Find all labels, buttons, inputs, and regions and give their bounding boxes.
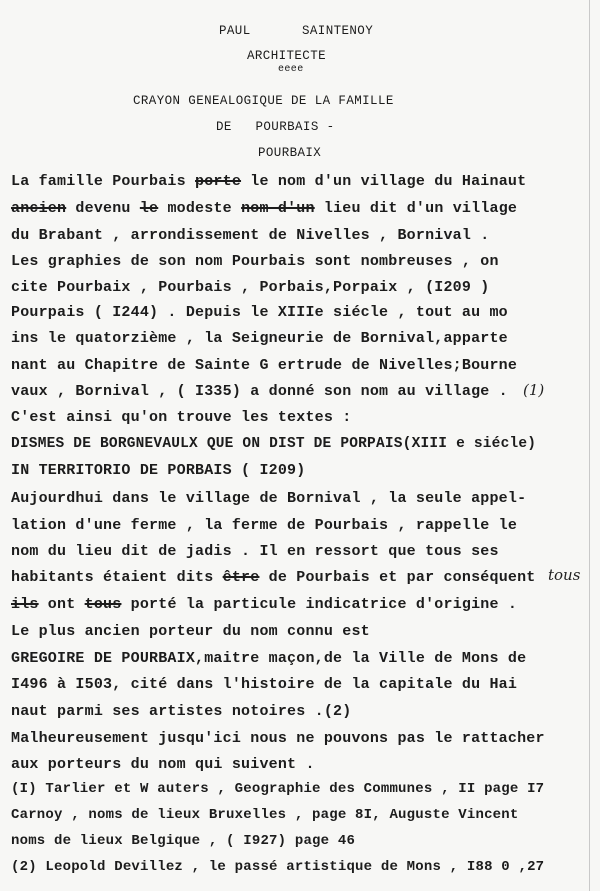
body-line: vaux , Bornival , ( I335) a donné son nom au village .	[11, 383, 508, 400]
body-line: ins le quatorzième , la Seigneurie de Bornival,apparte	[11, 330, 508, 347]
body-line: cite Pourbaix , Pourbais , Porbais,Porpaix , (I209 )	[11, 279, 490, 296]
body-line: Les graphies de son nom Pourbais sont nombreuses , on	[11, 253, 499, 270]
body-line: aux porteurs du nom qui suivent .	[11, 756, 315, 773]
body-line: GREGOIRE DE POURBAIX,maitre maçon,de la Ville de Mons de	[11, 650, 527, 667]
page-edge	[589, 0, 590, 891]
body-line: Aujourdhui dans le village de Bornival , la seule appel-	[11, 490, 527, 507]
struck-word: ancien	[11, 200, 67, 217]
body-line: Le plus ancien porteur du nom connu est	[11, 623, 370, 640]
document-title-line3: POURBAIX	[258, 146, 322, 160]
body-line: I496 à I503, cité dans l'histoire de la capitale du Hai	[11, 676, 518, 693]
body-line: Malheureusement jusqu'ici nous ne pouvons pas le rattacher	[11, 730, 545, 747]
body-line: habitants étaient dits être de Pourbais et par conséquent	[11, 569, 536, 586]
body-line: ancien devenu le modeste nom d'un lieu dit d'un village	[11, 200, 518, 217]
footnote-1: (I) Tarlier et W auters , Geographie des Communes , II page I7	[11, 781, 545, 797]
footnote-2: (2) Leopold Devillez , le passé artistique de Mons , I88 0 ,27	[11, 859, 545, 875]
struck-word: le	[139, 200, 159, 217]
struck-word: ils	[11, 596, 39, 613]
author-last-name: SAINTENOY	[302, 24, 374, 38]
author-profession: ARCHITECTE	[247, 49, 327, 63]
author-first-name: PAUL	[219, 24, 251, 38]
body-line: IN TERRITORIO DE PORBAIS ( I209)	[11, 462, 306, 479]
body-line: lation d'une ferme , la ferme de Pourbais , rappelle le	[11, 517, 518, 534]
body-line: ils ont tous porté la particule indicatrice d'origine .	[11, 596, 518, 613]
struck-word: être	[222, 569, 260, 586]
footnote-1-continued: noms de lieux Belgique , ( I927) page 46	[11, 833, 356, 849]
document-title: CRAYON GENEALOGIQUE DE LA FAMILLE	[133, 94, 394, 108]
footnote-1-continued: Carnoy , noms de lieux Bruxelles , page 8I, Auguste Vincent	[11, 807, 519, 823]
document-title-line2: DE POURBAIS -	[216, 120, 335, 134]
body-line: C'est ainsi qu'on trouve les textes :	[11, 409, 352, 426]
handwritten-insert: tous	[548, 566, 581, 584]
body-line: nom du lieu dit de jadis . Il en ressort que tous ses	[11, 543, 499, 560]
body-line: nant au Chapitre de Sainte G ertrude de Nivelles;Bourne	[11, 357, 518, 374]
struck-word: nom d'un	[241, 200, 315, 217]
margin-note: (1)	[523, 381, 545, 399]
handwritten-insert: (XIII e siécle)	[402, 436, 537, 452]
body-line: La famille Pourbais porte le nom d'un village du Hainaut	[11, 173, 527, 190]
body-line: Pourpais ( I244) . Depuis le XIIIe siécle , tout au mo	[11, 304, 508, 321]
body-line: DISMES DE BORGNEVAULX QUE ON DIST DE PORPAIS(XIII e siécle)	[11, 436, 537, 452]
body-line: du Brabant , arrondissement de Nivelles , Bornival .	[11, 227, 490, 244]
header-ornament: eeee	[278, 64, 304, 75]
body-line: naut parmi ses artistes notoires .(2)	[11, 703, 352, 720]
struck-word: tous	[84, 596, 122, 613]
struck-word: porte	[195, 173, 242, 190]
